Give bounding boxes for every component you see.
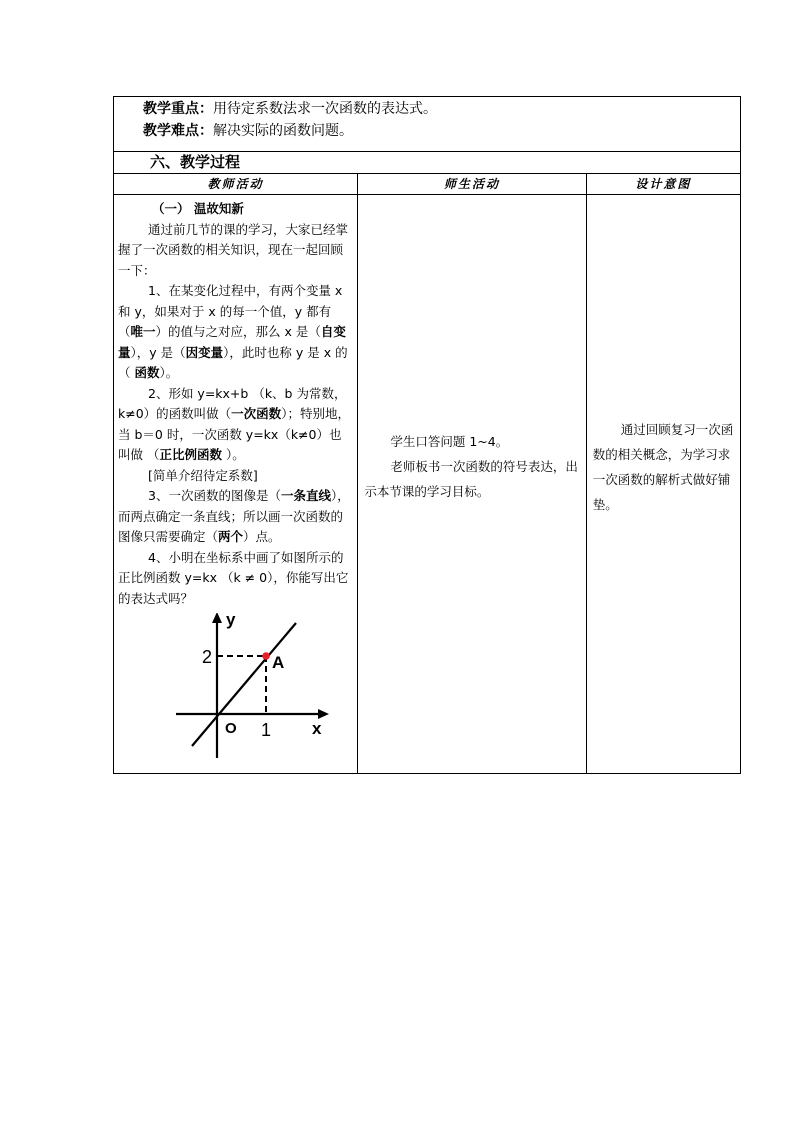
x-axis-label: x <box>312 719 322 738</box>
student-line-2: 老师板书一次函数的符号表达，出示本节课的学习目标。 <box>364 459 578 499</box>
lesson-table <box>113 96 741 774</box>
question-1: 1、在某变化过程中，有两个变量 x 和 y，如果对于 x 的每一个值，y 都有（唯一）的值与之对应，那么 x 是（自变量），y 是（因变量），此时也称 y 是 x 的（ 函数）。 <box>118 283 348 380</box>
point-a-marker <box>262 652 270 660</box>
function-line <box>192 623 296 746</box>
header-teacher: 教师活动 <box>114 174 358 195</box>
y-tick-label: 2 <box>202 647 213 667</box>
difficult-point-text: 解决实际的函数问题。 <box>213 123 353 139</box>
student-activity-cell <box>358 195 586 774</box>
header-design: 设计意图 <box>586 174 740 195</box>
x-axis-arrow <box>318 709 329 719</box>
design-text: 通过回顾复习一次函数的相关概念，为学习求一次函数的解析式做好铺垫。 <box>592 422 734 512</box>
teacher-activity-cell <box>114 195 358 774</box>
teacher-intro: 通过前几节的课的学习，大家已经掌握了一次函数的相关知识，现在一起回顾一下： <box>118 221 349 278</box>
focus-cell <box>114 97 741 152</box>
question-2: 2、形如 y=kx+b （k、b 为常数，k≠0）的函数叫做（一次函数）；特别地，当 b＝0 时，一次函数 y=kx（k≠0）也叫做 （正比例函数 ）。 <box>118 385 350 462</box>
section-title: 六、教学过程 <box>150 153 241 171</box>
student-line-1: 学生口答问题 1~4。 <box>390 434 509 449</box>
teacher-subtitle: （一） 温故知新 <box>152 201 244 216</box>
key-point-text: 用待定系数法求一次函数的表达式。 <box>213 101 437 117</box>
difficult-point-line <box>114 120 740 142</box>
lesson-plan-document <box>113 96 741 774</box>
point-a-label: A <box>272 653 285 672</box>
difficult-point-label: 教学难点： <box>143 123 213 139</box>
origin-label: O <box>225 720 237 737</box>
y-axis-label: y <box>226 613 236 629</box>
section-cell <box>114 152 741 174</box>
coordinate-graph <box>118 613 353 773</box>
header-student: 师生活动 <box>358 174 586 195</box>
x-tick-label: 1 <box>261 720 272 740</box>
key-point-label: 教学重点： <box>143 101 213 117</box>
design-intent-cell <box>586 195 740 774</box>
y-axis-arrow <box>212 613 222 623</box>
graph-svg <box>118 613 354 773</box>
bracket-note: [简单介绍待定系数] <box>148 467 258 483</box>
key-point-line <box>114 98 740 120</box>
question-4: 4、小明在坐标系中画了如图所示的正比例函数 y=kx （k ≠ 0），你能写出它的表达式吗？ <box>118 549 349 606</box>
question-3: 3、一次函数的图像是（一条直线），而两点确定一条直线；所以画一次函数的图像只需要确定（两个）点。 <box>118 488 350 544</box>
